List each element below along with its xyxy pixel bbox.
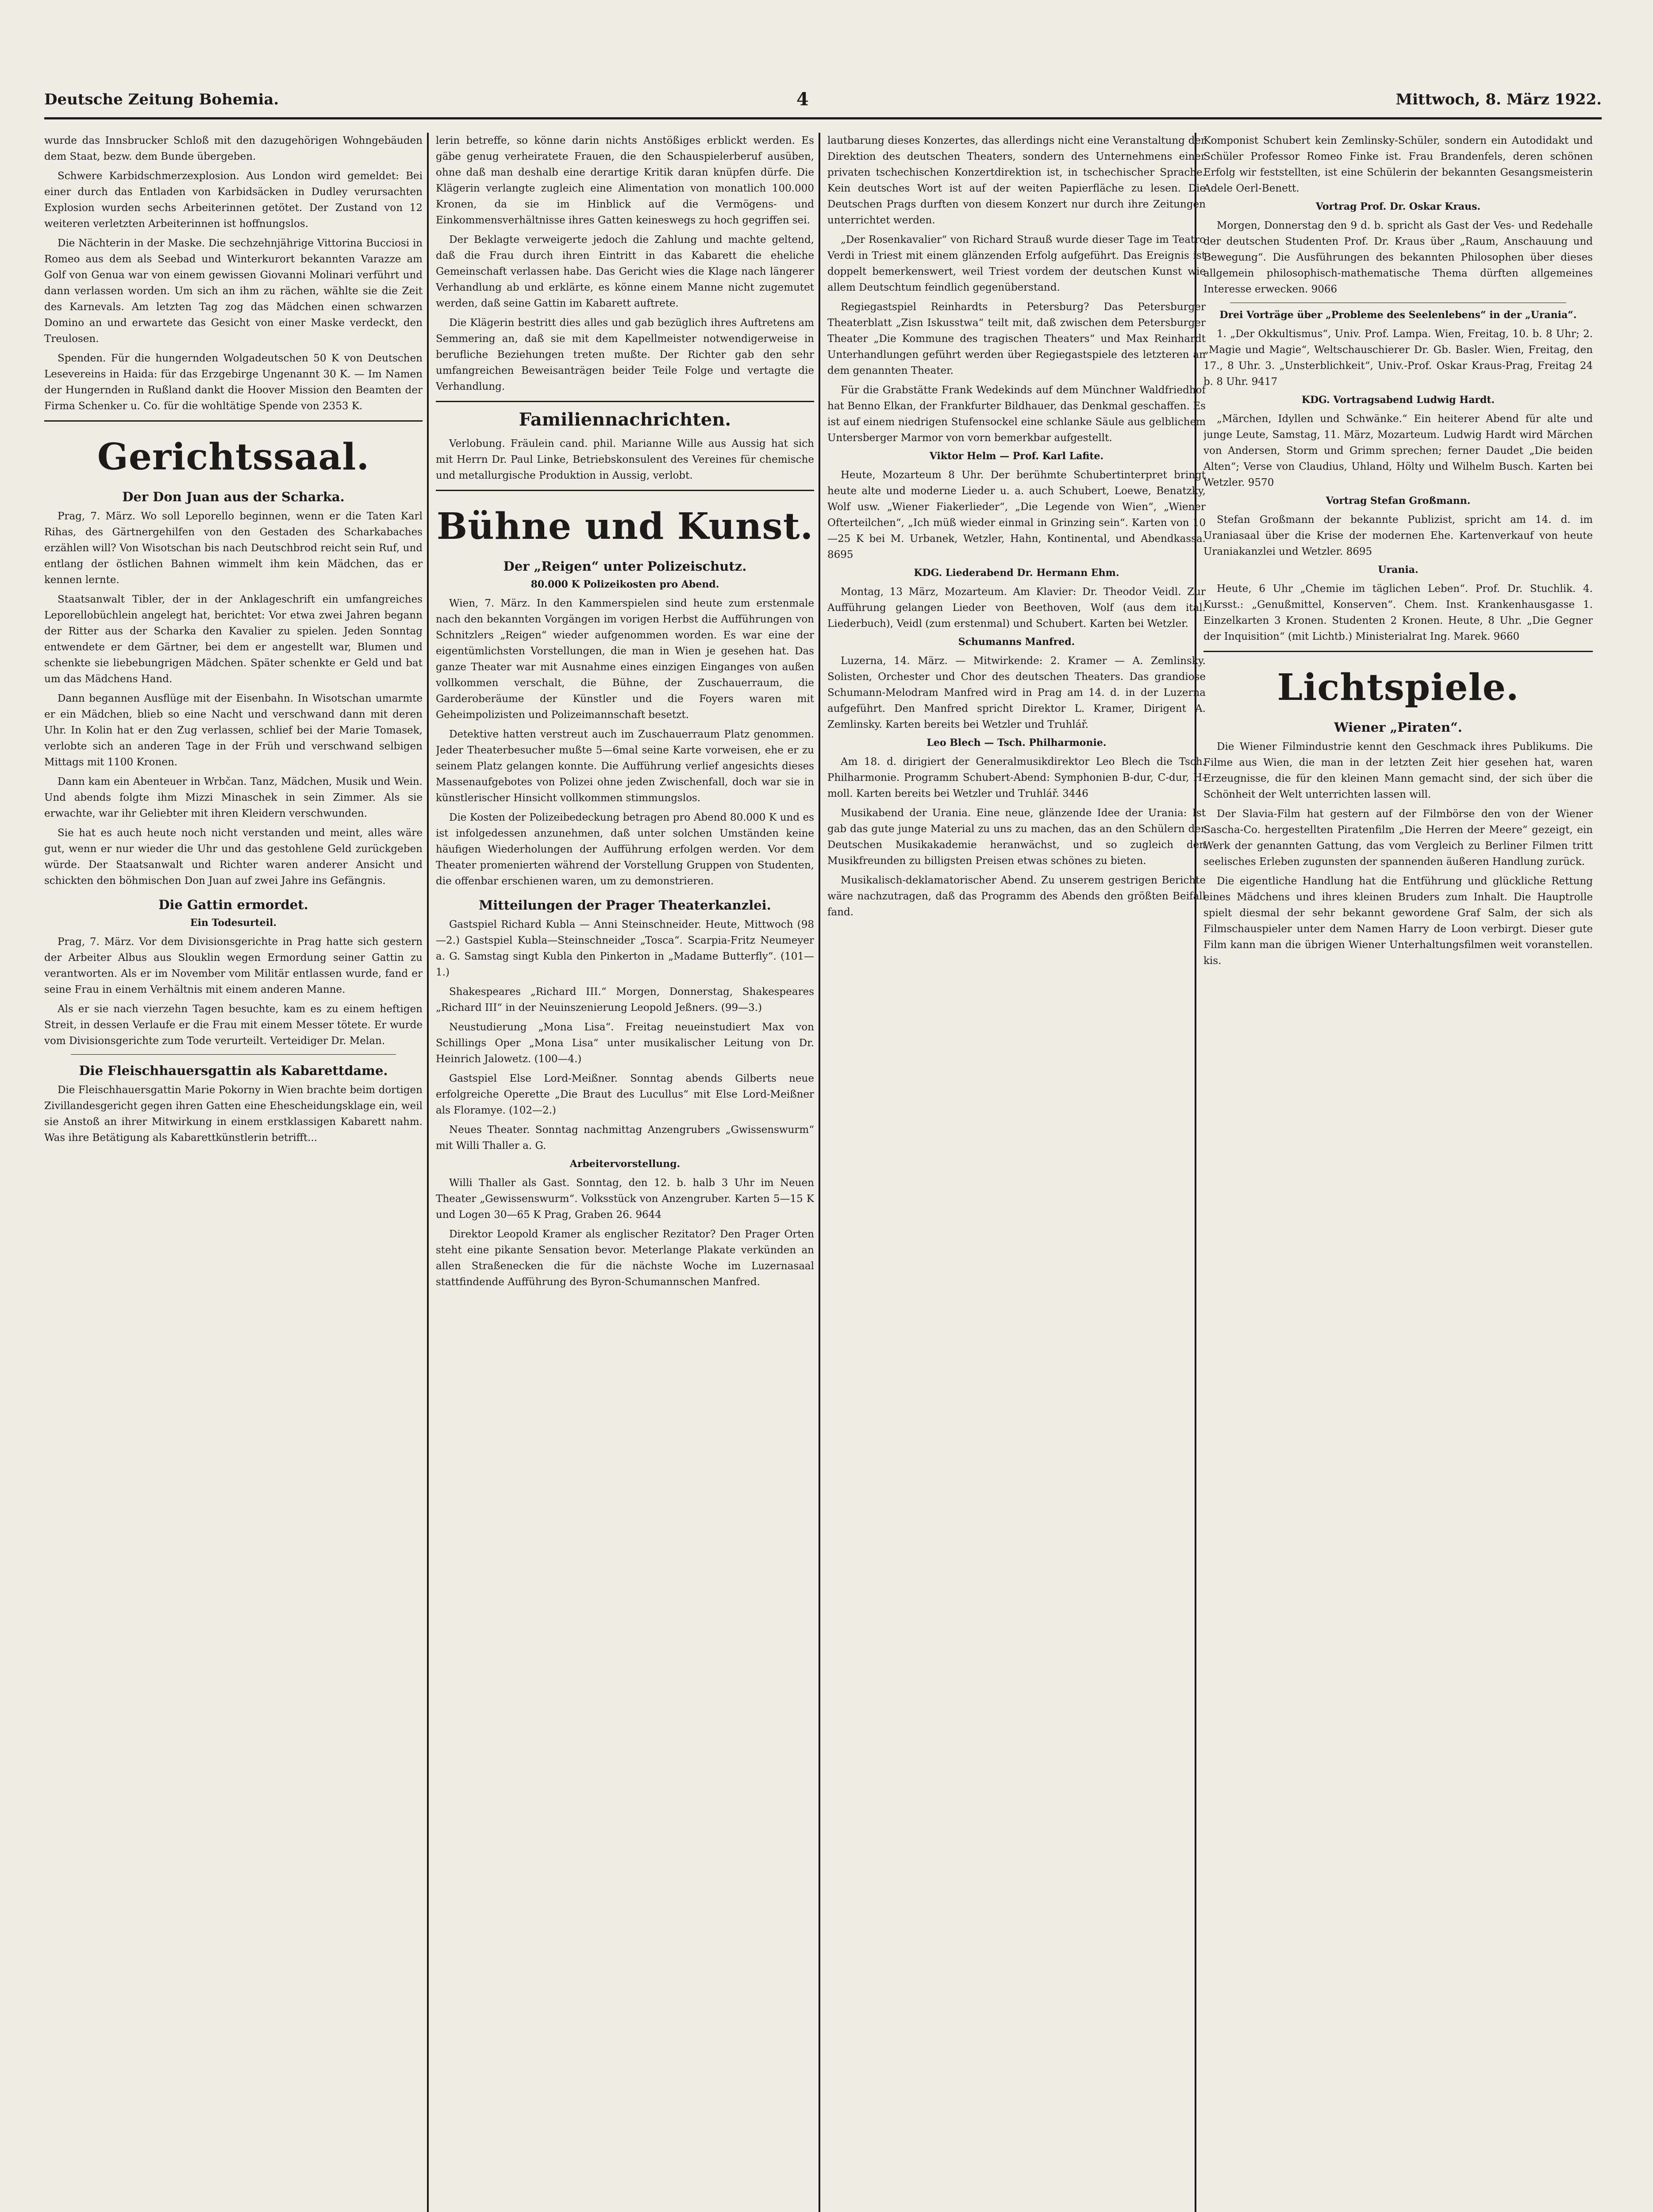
article-headline: KDG. Liederabend Dr. Hermann Ehm. — [914, 567, 1119, 579]
paragraph: Neues Theater. Sonntag nachmittag Anzengrubers „Gwissenswurm“ mit Willi Thaller a. G. — [436, 1124, 814, 1152]
paragraph: Am 18. d. dirigiert der Generalmusikdirektor Leo Blech die Tsch. Philharmonie. Programm Schubert-Abend: Symphonien B-dur, C-dur, H-moll. Karten bereits bei Wetzler und Truhlář. 3446 — [827, 756, 1206, 799]
issue-date: Mittwoch, 8. März 1922. — [1395, 91, 1602, 108]
article-subheadline: 80.000 K Polizeikosten pro Abend. — [530, 579, 719, 590]
column-rule — [819, 133, 820, 2212]
paragraph: Gastspiel Else Lord-Meißner. Sonntag abends Gilberts neue erfolgreiche Operette „Die Braut des Lucullus“ mit Else Lord-Meißner als Floramye. (102—2.) — [436, 1073, 814, 1116]
paragraph: Die Fleischhauersgattin Marie Pokorny in Wien brachte beim dortigen Zivillandesgericht gegen ihren Gatten eine Ehescheidungsklage ein, weil sie Anstoß an ihrer Mitwirkung in einem erstklassigen Kabarett nahm. Was ihre Betätigung als Kabarettkünstlerin betrifft... — [44, 1084, 423, 1144]
article-headline: Viktor Helm — Prof. Karl Lafite. — [929, 450, 1104, 462]
paragraph: Sie hat es auch heute noch nicht verstanden und meint, alles wäre gut, wenn er nur wieder die Uhr und das gestohlene Geld zurückgeben würde. Der Staatsanwalt und Richter waren anderer Ansicht und schickten den böhmischen Don Juan auf zwei Jahre ins Gefängnis. — [44, 827, 423, 887]
article-headline: Vortrag Stefan Großmann. — [1326, 495, 1471, 507]
section-heading-buehne-und-kunst: Bühne und Kunst. — [436, 505, 814, 548]
paragraph: Prag, 7. März. Vor dem Divisionsgerichte in Prag hatte sich gestern der Arbeiter Albus aus Slouklin wegen Ermordung seiner Gattin zu verantworten. Als er im November vom Militär entlassen wurde, fand er seine Frau in einem Verhältnis mit einem anderen Manne. — [44, 936, 423, 995]
article-headline: Urania. — [1378, 564, 1419, 576]
paragraph: Heute, 6 Uhr „Chemie im täglichen Leben“. Prof. Dr. Stuchlik. 4. Kursst.: „Genußmittel, Konserven“. Chem. Inst. Krankenhausgasse 1. Einzelkarten 3 Kronen. Studenten 2 Kronen. Heute, 8 Uhr. „Die Gegner der Inquisition“ (mit Lichtb.) Ministerialrat Ing. Marek. 9660 — [1203, 583, 1593, 642]
paragraph: lautbarung dieses Konzertes, das allerdings nicht eine Veranstaltung der Direktion des deutschen Theaters, sondern des Unternehmens einer privaten tschechischen Konzertdirektion ist, in tschechischer Sprache. Kein deutsches Wort ist auf der weiten Papierfläche zu lesen. Die Deutschen Prags durften von diesem Konzert nur durch ihre Zeitungen unterrichtet werden. — [827, 135, 1206, 226]
article-headline: Leo Blech — Tsch. Philharmonie. — [926, 737, 1107, 749]
divider — [1203, 651, 1593, 652]
paragraph: lerin betreffe, so könne darin nichts Anstößiges erblickt werden. Es gäbe genug verheiratete Frauen, die den Schauspielerberuf ausüben, ohne daß man deshalb eine derartige Kritik daran knüpfen dürfe. Die Klägerin verlangte zugleich eine Alimentation von monatlich 100.000 Kronen, da sie im Hinblick auf die Vermögens- und Einkommensverhältnisse ihres Gatten keineswegs zu hoch gegriffen sei. — [436, 135, 814, 226]
article-headline: Die Fleischhauersgattin als Kabarettdame. — [79, 1063, 388, 1078]
article-headline: Mitteilungen der Prager Theaterkanzlei. — [479, 898, 771, 913]
article-headline: Schumanns Manfred. — [958, 636, 1075, 648]
newspaper-name: Deutsche Zeitung Bohemia. — [44, 91, 279, 108]
paragraph: Regiegastspiel Reinhardts in Petersburg? Das Petersburger Theaterblatt „Zisn Iskusstwa“ teilt mit, daß zwischen dem Petersburger Theater „Die Kommune des tragischen Theaters“ und Max Reinhardt Unterhandlungen geführt werden über Regiegastspiele des letzteren an dem genannten Theater. — [827, 301, 1206, 376]
paragraph: Die eigentliche Handlung hat die Entführung und glückliche Rettung eines Mädchens und ihres kleinen Bruders zum Inhalt. Die Hauptrolle spielt diesmal der sehr bekannt gewordene Graf Salm, der sich als Filmschauspieler unter dem Namen Harry de Loon verbirgt. Dieser gute Film kann man die übrigen Wiener Unterhaltungsfilmen weit voranstellen. kis. — [1203, 876, 1593, 967]
divider — [436, 401, 814, 402]
section-heading-gerichtssaal: Gerichtssaal. — [97, 436, 370, 478]
paragraph: Prag, 7. März. Wo soll Leporello beginnen, wenn er die Taten Karl Rihas, des Gärtnergehilfen von den Gestaden des Scharkabaches erzählen will? Von Wisotschan bis nach Deutschbrod reicht sein Ruf, und entlang der östlichen Bahnen wimmelt ihm kein Mädchen, das er kennen lernte. — [44, 511, 423, 586]
paragraph: Die Kosten der Polizeibedeckung betragen pro Abend 80.000 K und es ist infolgedessen anzunehmen, daß unter solchen Umständen keine häufigen Wiederholungen der Aufführung erfolgen werden. Vor dem Theater promenierten während der Vorstellung Gruppen von Studenten, die offenbar erschienen waren, um zu demonstrieren. — [436, 812, 814, 887]
paragraph: Der Beklagte verweigerte jedoch die Zahlung und machte geltend, daß die Frau durch ihren Eintritt in das Kabarett die eheliche Gemeinschaft verlassen habe. Das Gericht wies die Klage nach längerer Verhandlung ab und erklärte, es könne einem Manne nicht zugemutet werden, daß seine Gattin im Kabarett auftrete. — [436, 234, 814, 309]
paragraph: Dann begannen Ausflüge mit der Eisenbahn. In Wisotschan umarmte er ein Mädchen, blieb so eine Nacht und verschwand dann mit deren Uhr. In Kolin hat er den Zug verlassen, schlief bei der Marie Tomasek, verlobte sich an anderen Tage in der Früh und verschwand selbigen Mittags mit 1100 Kronen. — [44, 693, 423, 768]
paragraph: Spenden. Für die hungernden Wolgadeutschen 50 K von Deutschen Lesevereins in Haida: für das Erzgebirge Ungenannt 30 K. — Im Namen der Hungernden in Rußland dankt die Hoover Mission den Beamten der Firma Schenker u. Co. für die wohltätige Spende von 2353 K. — [44, 353, 423, 412]
paragraph: Staatsanwalt Tibler, der in der Anklageschrift ein umfangreiches Leporellobüchlein angelegt hat, berichtet: Vor etwa zwei Jahren begann der Ritter aus der Scharka den Kavalier zu spielen. Jeden Sonntag entwendete er dem Gärtner, bei dem er angestellt war, Blumen und schenkte sie liebebungrigen Mädchen. Später schenkte er Geld und bat um das Mädchens Hand. — [44, 594, 423, 685]
paragraph: Wien, 7. März. In den Kammerspielen sind heute zum erstenmale nach den bekannten Vorgängen im vorigen Herbst die Aufführungen von Schnitzlers „Reigen“ wieder aufgenommen worden. Es war eine der eigentümlichsten Vorstellungen, die man in Wien je gesehen hat. Das ganze Theater war mit Ausnahme eines einzigen Einganges von außen vollkommen verschalt, die Bühne, der Zuschauerraum, die Garderoberäume der Künstler und die Foyers waren mit Geheimpolizisten und Polizeimannschaft besetzt. — [436, 598, 814, 721]
page-number: 4 — [796, 89, 809, 110]
paragraph: Willi Thaller als Gast. Sonntag, den 12. b. halb 3 Uhr im Neuen Theater „Gewissenswurm“. Volksstück von Anzengruber. Karten 5—15 K und Logen 30—65 K Prag, Graben 26. 9644 — [436, 1177, 814, 1221]
paragraph: Die Nächterin in der Maske. Die sechzehnjährige Vittorina Bucciosi in Romeo aus dem als Seebad und Winterkurort bekannten Varazze am Golf von Genua war von einem gewissen Giovanni Molinari verführt und dann verlassen worden. Um sich an ihm zu rächen, wählte sie die Zeit des Karnevals. Am letzten Tag zog das Mädchen einen schwarzen Domino an und erwartete das Gesicht von einer Maske verdeckt, den Treulosen. — [44, 238, 423, 345]
paragraph: Der Slavia-Film hat gestern auf der Filmbörse den von der Wiener Sascha-Co. hergestellten Piratenfilm „Die Herren der Meere“ gezeigt, ein Werk der genannten Gattung, das vom Vergleich zu Berliner Filmen tritt seelisches Erleben zugunsten der spannenden äußeren Handlung zurück. — [1203, 808, 1593, 868]
paragraph: Musikabend der Urania. Eine neue, glänzende Idee der Urania: Ist gab das gute junge Material zu uns zu machen, das an den Schülern der Deutschen Musikakademie heranwächst, und so zugleich den Musikfreunden zu billigsten Preisen etwas schönes zu bieten. — [827, 807, 1206, 867]
masthead — [44, 86, 1602, 119]
paragraph: Morgen, Donnerstag den 9 d. b. spricht als Gast der Ves- und Redehalle der deutschen Studenten Prof. Dr. Kraus über „Raum, Anschauung und Bewegung“. Die Ausführungen des bekannten Philosophen über dieses allgemein philosophisch-mathematische Thema dürften allgemeines Interesse erwecken. 9066 — [1203, 220, 1593, 295]
paragraph: Montag, 13 März, Mozarteum. Am Klavier: Dr. Theodor Veidl. Zur Aufführung gelangen Lieder von Beethoven, Wolf (aus dem ital. Liederbuch), Veidl (zum erstenmal) und Schubert. Karten bei Wetzler. — [827, 586, 1206, 630]
paragraph: Heute, Mozarteum 8 Uhr. Der berühmte Schubertinterpret bringt heute alte und moderne Lieder u. a. auch Schubert, Loewe, Benatzky, Wolf usw. „Wiener Fiakerlieder“, „Die Legende von Wien“, „Wiener Ofterteilchen“, „Ich müß wieder einmal in Grinzing sein“. Karten von 10—25 K bei M. Urbanek, Wetzler, Hahn, Kontinental, und Abendkassa. 8695 — [827, 469, 1206, 561]
article-headline: Drei Vorträge über „Probleme des Seelenlebens“ in der „Urania“. — [1219, 309, 1577, 321]
article-headline: Der „Reigen“ unter Polizeischutz. — [503, 559, 747, 574]
paragraph: 1. „Der Okkultismus“, Univ. Prof. Lampa. Wien, Freitag, 10. b. 8 Uhr; 2. „Magie und Magie“, Weltschauschierer Dr. Gb. Basler. Wien, Freitag, den 17., 8 Uhr. 3. „Unsterblichkeit“, Univ.-Prof. Oskar Kraus-Prag, Freitag 24 b. 8 Uhr. 9417 — [1203, 328, 1593, 388]
divider — [71, 1054, 396, 1055]
paragraph: Schwere Karbidschmerzexplosion. Aus London wird gemeldet: Bei einer durch das Entladen von Karbidsäcken in Dudley verursachten Explosion wurden sechs Arbeiterinnen getötet. Der Zustand von 12 weiteren verletzten Arbeiterinnen ist hoffnungslos. — [44, 170, 423, 230]
paragraph: Für die Grabstätte Frank Wedekinds auf dem Münchner Waldfriedhof hat Benno Elkan, der Frankfurter Bildhauer, das Denkmal geschaffen. Es ist auf einem niedrigen Stufensockel eine schlanke Säule aus gelblichem Untersberger Marmor von vorn bemerkbar aufgestellt. — [827, 384, 1206, 444]
article-headline: KDG. Vortragsabend Ludwig Hardt. — [1301, 394, 1495, 406]
paragraph: Detektive hatten verstreut auch im Zuschauerraum Platz genommen. Jeder Theaterbesucher mußte 5—6mal seine Karte vorweisen, ehe er zu seinem Platz gelangen konnte. Die Aufführung verlief angesichts dieses Massenaufgebotes von Polizei ohne jeden Zwischenfall, doch war sie in künstlerischer Hinsicht vollkommen stimmungslos. — [436, 729, 814, 804]
article-headline: Wiener „Piraten“. — [1334, 720, 1462, 735]
paragraph: Luzerna, 14. März. — Mitwirkende: 2. Kramer — A. Zemlinsky. Solisten, Orchester und Chor des deutschen Theaters. Das grandiose Schumann-Melodram Manfred wird in Prag am 14. d. in der Luzerna aufgeführt. Den Manfred spricht Direktor L. Kramer, Dirigent A. Zemlinsky. Karten bereits bei Wetzler und Truhlář. — [827, 655, 1206, 730]
article-headline: Der Don Juan aus der Scharka. — [122, 489, 345, 504]
article-subheadline: Ein Todesurteil. — [190, 917, 277, 929]
column-1 — [44, 133, 423, 2212]
section-heading-lichtspiele: Lichtspiele. — [1277, 666, 1519, 709]
paragraph: Gastspiel Richard Kubla — Anni Steinschneider. Heute, Mittwoch (98—2.) Gastspiel Kubla—Steinschneider „Tosca“. Scarpia-Fritz Neumeyer a. G. Samstag singt Kubla den Pinkerton in „Madame Butterfly“. (101—1.) — [436, 919, 814, 978]
paragraph: Musikalisch-deklamatorischer Abend. Zu unserem gestrigen Berichte wäre nachzutragen, daß das Programm des Abends den größten Beifall fand. — [827, 875, 1206, 918]
paragraph: Shakespeares „Richard III.“ Morgen, Donnerstag, Shakespeares „Richard III“ in der Neuinszenierung Leopold Jeßners. (99—3.) — [436, 986, 814, 1014]
paragraph: Dann kam ein Abenteuer in Wrbčan. Tanz, Mädchen, Musik und Wein. Und abends folgte ihm Mizzi Minaschek in sein Zimmer. Als sie erwachte, war ihr Geliebter mit ihren Kleidern verschwunden. — [44, 776, 423, 819]
article-headline: Vortrag Prof. Dr. Oskar Kraus. — [1315, 201, 1481, 212]
divider — [436, 490, 814, 491]
paragraph: wurde das Innsbrucker Schloß mit den dazugehörigen Wohngebäuden dem Staat, bezw. dem Bunde übergeben. — [44, 135, 423, 162]
paragraph: Komponist Schubert kein Zemlinsky-Schüler, sondern ein Autodidakt und Schüler Professor Romeo Finke ist. Frau Brandenfels, deren schönen Erfolg wir feststellten, ist eine Schülerin der bekannten Gesangsmeisterin Adele Oerl-Benett. — [1203, 135, 1593, 194]
column-3 — [827, 133, 1206, 2212]
paragraph: „Märchen, Idyllen und Schwänke.“ Ein heiterer Abend für alte und junge Leute, Samstag, 11. März, Mozarteum. Ludwig Hardt wird Märchen von Andersen, Storm und Grimm sprechen; ferner Daudet „Die beiden Alten“; Verse von Claudius, Uhland, Hölty und Wilhelm Busch. Karten bei Wetzler. 9570 — [1203, 413, 1593, 488]
section-heading-familiennachrichten: Familiennachrichten. — [519, 409, 731, 430]
paragraph: Als er sie nach vierzehn Tagen besuchte, kam es zu einem heftigen Streit, in dessen Verlaufe er die Frau mit einem Messer tötete. Er wurde vom Divisionsgerichte zum Tode verurteilt. Verteidiger Dr. Melan. — [44, 1003, 423, 1047]
divider — [44, 420, 423, 422]
article-headline: Die Gattin ermordet. — [158, 897, 308, 912]
paragraph: „Der Rosenkavalier“ von Richard Strauß wurde dieser Tage im Teatro Verdi in Triest mit einem glänzenden Erfolg aufgeführt. Das Ereignis ist doppelt bemerkenswert, weil Triest vordem der deutschen Kunst wie allem Deutschtum feindlich gegenüberstand. — [827, 234, 1206, 293]
paragraph: Stefan Großmann der bekannte Publizist, spricht am 14. d. im Uraniasaal über die Krise der modernen Ehe. Kartenverkauf von heute Uraniakanzlei und Wetzler. 8695 — [1203, 514, 1593, 557]
column-2 — [436, 133, 814, 2212]
column-rule — [427, 133, 429, 2212]
paragraph: Direktor Leopold Kramer als englischer Rezitator? Den Prager Orten steht eine pikante Sensation bevor. Meterlange Plakate verkünden an allen Straßenecken die für die nächste Woche im Luzernasaal stattfindende Aufführung des Byron-Schumannschen Manfred. — [436, 1229, 814, 1288]
column-4 — [1203, 133, 1593, 2212]
paragraph: Die Klägerin bestritt dies alles und gab bezüglich ihres Auftretens am Semmering an, daß sie mit dem Kapellmeister notwendigerweise in berufliche Beziehungen treten mußte. Der Richter gab den sehr umfangreichen Beweisanträgen beider Teile Folge und vertagte die Verhandlung. — [436, 317, 814, 392]
article-headline: Arbeitervorstellung. — [569, 1158, 680, 1170]
paragraph: Neustudierung „Mona Lisa“. Freitag neueinstudiert Max von Schillings Oper „Mona Lisa“ unter musikalischer Leitung von Dr. Heinrich Jalowetz. (100—4.) — [436, 1022, 814, 1065]
paragraph: Die Wiener Filmindustrie kennt den Geschmack ihres Publikums. Die Filme aus Wien, die man in der letzten Zeit hier gesehen hat, waren Erzeugnisse, die für den kleinen Mann gemacht sind, der sich über die Schönheit der Welt unterrichten lassen will. — [1203, 741, 1593, 800]
paragraph: Verlobung. Fräulein cand. phil. Marianne Wille aus Aussig hat sich mit Herrn Dr. Paul Linke, Betriebskonsulent des Vereines für chemische und metallurgische Produktion in Aussig, verlobt. — [436, 438, 814, 481]
